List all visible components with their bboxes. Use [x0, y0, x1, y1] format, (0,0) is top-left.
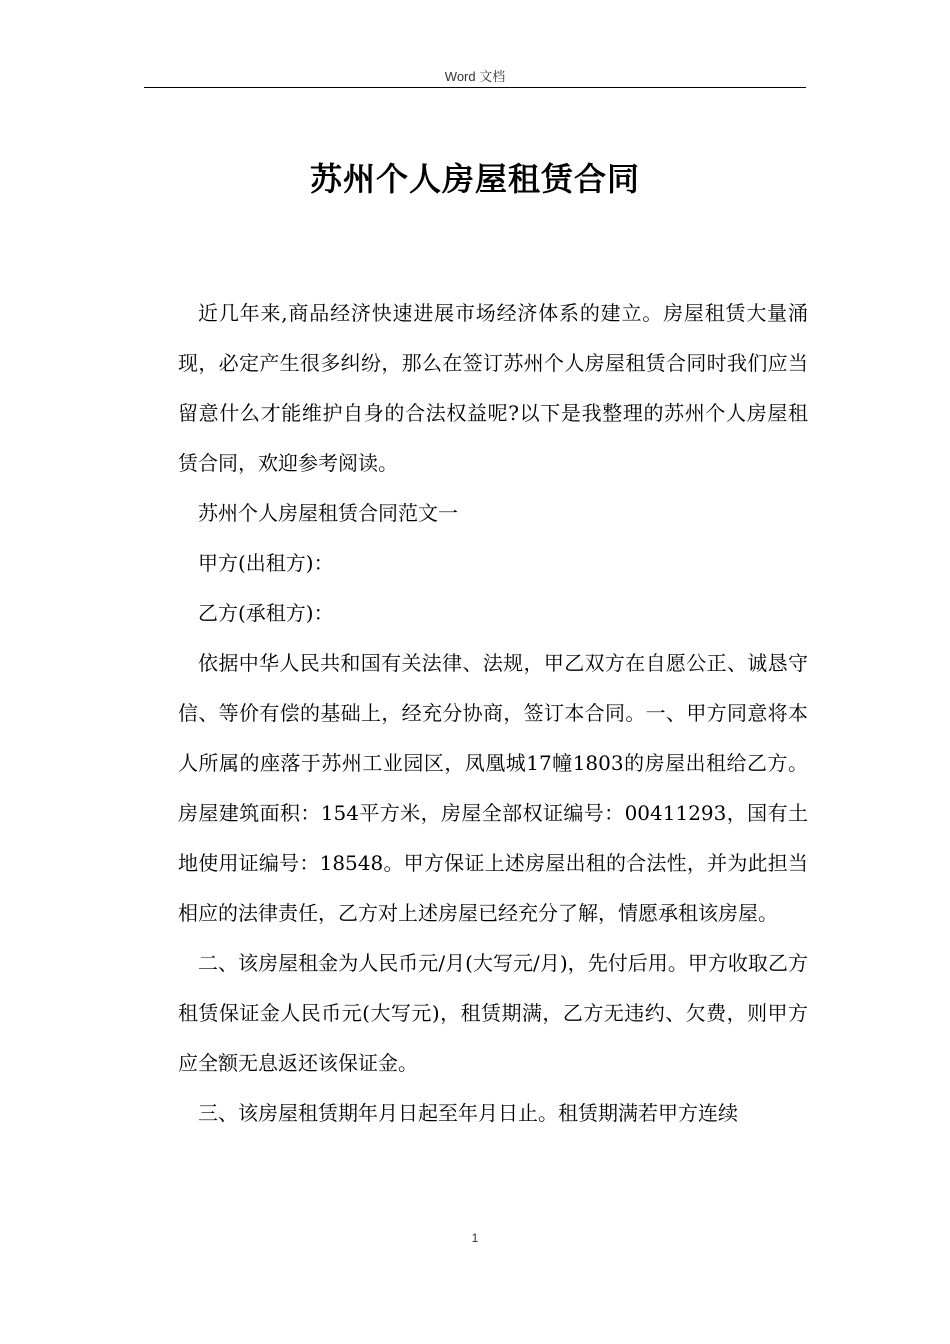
paragraph-intro: 近几年来,商品经济快速进展市场经济体系的建立。房屋租赁大量涌现，必定产生很多纠纷，那么在签订苏州个人房屋租赁合同时我们应当留意什么才能维护自身的合法权益呢?以下是我整理的苏州个人房屋租赁合同，欢迎参考阅读。 [178, 301, 808, 475]
header-divider [144, 87, 806, 88]
header-label: Word 文档 [444, 69, 506, 84]
paragraph-clause-1: 依据中华人民共和国有关法律、法规，甲乙双方在自愿公正、诚恳守信、等价有偿的基础上，经充分协商，签订本合同。一、甲方同意将本人所属的座落于苏州工业园区，凤凰城17幢1803的房屋出租给乙方。房屋建筑面积：154平方米，房屋全部权证编号：00411293，国有土地使用证编号：18548。甲方保证上述房屋出租的合法性，并为此担当相应的法律责任，乙方对上述房屋已经充分了解，情愿承租该房屋。 [178, 651, 808, 925]
paragraph-party-a: 甲方(出租方)： [198, 551, 334, 575]
paragraph-clause-3: 三、该房屋租赁期年月日起至年月日止。租赁期满若甲方连续 [198, 1101, 738, 1125]
paragraph-party-b: 乙方(承租方)： [198, 601, 334, 625]
page-number: 1 [471, 1231, 479, 1245]
document-body [178, 288, 808, 1138]
document-title: 苏州个人房屋租赁合同 [309, 160, 640, 198]
paragraph-sample-heading: 苏州个人房屋租赁合同范文一 [198, 501, 458, 525]
paragraph-clause-2: 二、该房屋租金为人民币元/月(大写元/月)，先付后用。甲方收取乙方租赁保证金人民币元(大写元)，租赁期满，乙方无违约、欠费，则甲方应全额无息返还该保证金。 [178, 951, 808, 1075]
